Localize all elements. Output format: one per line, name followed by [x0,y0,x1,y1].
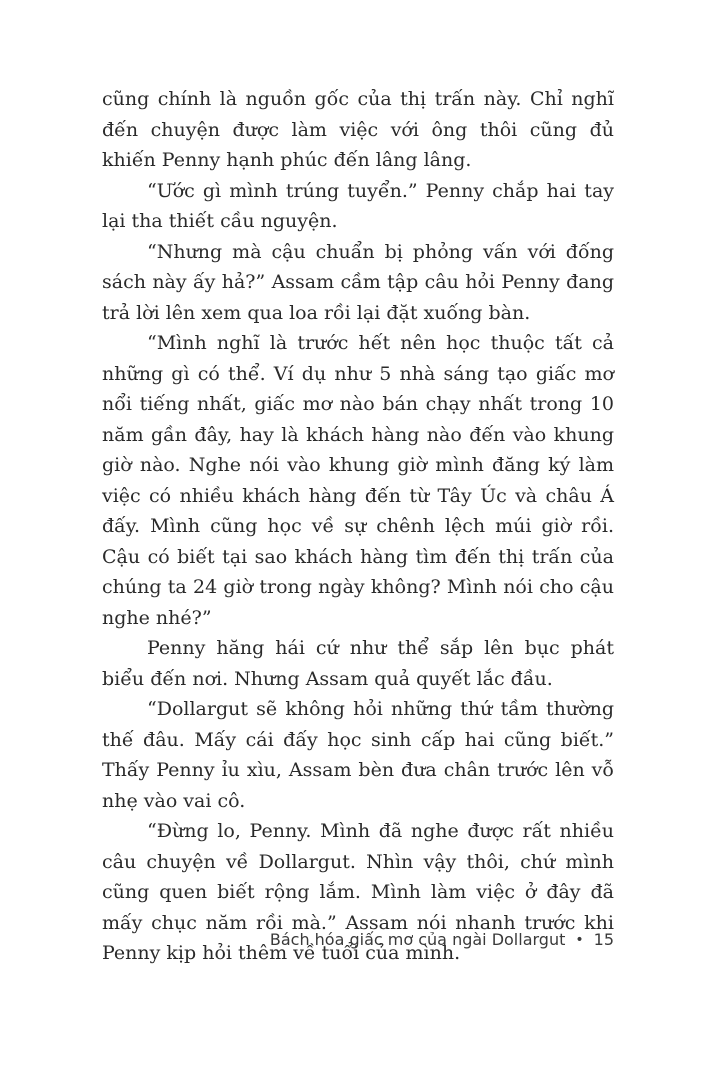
paragraph-continuation: cũng chính là nguồn gốc của thị trấn này. Chỉ nghĩ đến chuyện được làm việc với ông thôi cũng đủ khiến Penny hạnh phúc đến lâng lâng. [102,88,614,171]
paragraph: “Nhưng mà cậu chuẩn bị phỏng vấn với đống sách này ấy hả?” Assam cầm tập câu hỏi Penny đang trả lời lên xem qua loa rồi lại đặt xuống bàn. [102,240,614,324]
paragraph: “Dollargut sẽ không hỏi những thứ tầm thường thế đâu. Mấy cái đấy học sinh cấp hai cũng biết.” Thấy Penny ỉu xìu, Assam bèn đưa chân trước lên vỗ nhẹ vào vai cô. [102,698,614,812]
running-title: Bách hóa giấc mơ của ngài Dollargut [269,930,566,949]
page-number: 15 [593,930,614,949]
page-body-text [102,84,614,969]
page-footer [102,930,614,949]
footer-separator: • [575,932,584,948]
paragraph: “Mình nghĩ là trước hết nên học thuộc tất cả những gì có thể. Ví dụ như 5 nhà sáng tạo giấc mơ nổi tiếng nhất, giấc mơ nào bán chạy nhất trong 10 năm gần đây, hay là khách hàng nào đến vào khung giờ nào. Nghe nói vào khung giờ mình đăng ký làm việc có nhiều khách hàng đến từ Tây Úc và châu Á đấy. Mình cũng học về sự chênh lệch múi giờ rồi. Cậu có biết tại sao khách hàng tìm đến thị trấn của chúng ta 24 giờ trong ngày không? Mình nói cho cậu nghe nhé?” [102,332,614,629]
paragraph: “Ước gì mình trúng tuyển.” Penny chắp hai tay lại tha thiết cầu nguyện. [102,179,614,232]
paragraph: “Đừng lo, Penny. Mình đã nghe được rất nhiều câu chuyện về Dollargut. Nhìn vậy thôi, chứ mình cũng quen biết rộng lắm. Mình làm việc ở đây đã mấy chục năm rồi mà.” Assam nói nhanh trước khi Penny kịp hỏi thêm về tuổi của mình. [102,820,614,964]
paragraph: Penny hăng hái cứ như thể sắp lên bục phát biểu đến nơi. Nhưng Assam quả quyết lắc đầu. [102,637,614,690]
